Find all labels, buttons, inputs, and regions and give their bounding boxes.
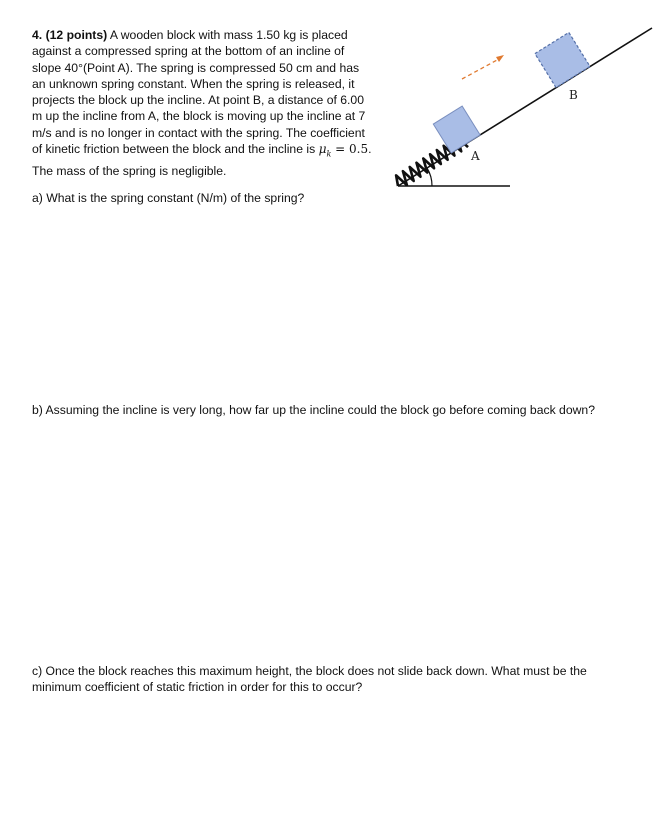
arrowhead-icon	[496, 55, 504, 62]
block-a	[433, 106, 480, 153]
problem-number: 4. (12 points)	[32, 28, 108, 42]
problem-text-part1: A wooden block with mass 1.50 kg is placed against a compressed spring at the bottom of an incline of slope 40°(Point A). The spring is compressed 50 cm and has an unknown spring constant. When the spring is released, it projects the block up the incline. At point B, a distance of 6.00 m up the incline from A, the block is moving up the incline at 7 m/s and is no longer in contact with the spring. The coefficient of kinetic friction between the block and the incline is	[32, 28, 366, 157]
problem-text-part2: . The mass of the spring is negligible.	[32, 142, 372, 178]
label-a: A	[471, 149, 480, 163]
question-b: b) Assuming the incline is very long, how far up the incline could the block go before coming back down?	[32, 403, 595, 417]
question-c: c) Once the block reaches this maximum height, the block does not slide back down. What must be the minimum coefficient of static friction in order for this to occur?	[32, 664, 587, 695]
incline-line	[398, 28, 652, 186]
mu-k-value: = 0.5	[331, 142, 369, 157]
motion-arrow	[462, 55, 504, 79]
question-a: a) What is the spring constant (N/m) of the spring?	[32, 191, 305, 205]
mu-k-symbol: $\mu_k$	[318, 142, 332, 159]
block-b	[535, 32, 590, 87]
label-b: B	[569, 88, 578, 102]
